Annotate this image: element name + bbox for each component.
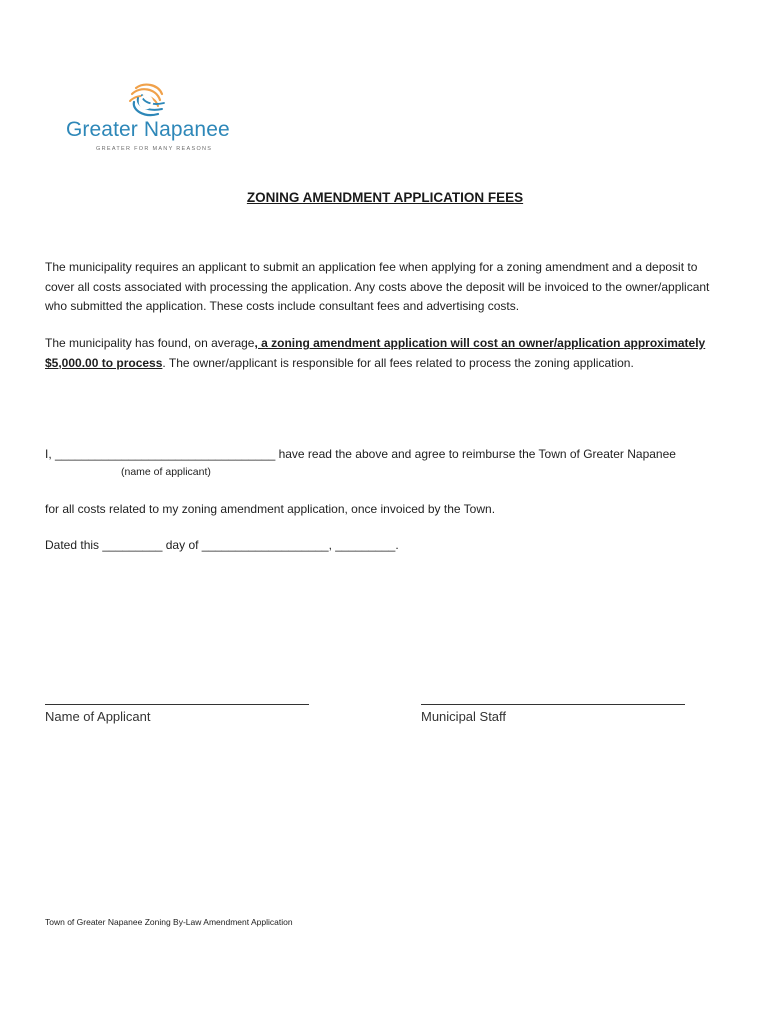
average-cost-outro: . The owner/applicant is responsible for all fees related to process the zoning application. bbox=[162, 355, 634, 370]
average-cost-paragraph bbox=[45, 334, 725, 373]
globe-swirl-icon bbox=[122, 82, 170, 122]
staff-signature-label: Municipal Staff bbox=[421, 709, 507, 724]
agreement-line: I, _________________________________ have read the above and agree to reimburse the Town of Greater Napanee bbox=[45, 447, 676, 461]
greater-napanee-logo bbox=[66, 82, 236, 158]
name-of-applicant-hint: (name of applicant) bbox=[121, 466, 211, 478]
dated-line: Dated this _________ day of ___________________, _________. bbox=[45, 538, 399, 552]
staff-signature-line bbox=[421, 704, 685, 705]
logo-tagline: GREATER FOR MANY REASONS bbox=[96, 146, 213, 152]
document-title: ZONING AMENDMENT APPLICATION FEES bbox=[246, 190, 524, 205]
average-cost-emphasis: , a zoning amendment application will cost an owner/application approximately $5,000.00 to process bbox=[45, 336, 706, 370]
fee-requirement-paragraph: The municipality requires an applicant to submit an application fee when applying for a zoning amendment and a deposit to cover all costs associated with processing the application. Any costs above the deposit will be invoiced to the owner/applicant who submitted the application. These costs include consultant fees and advertising costs. bbox=[45, 260, 710, 313]
page-footer: Town of Greater Napanee Zoning By-Law Amendment Application bbox=[45, 917, 293, 927]
costs-line: for all costs related to my zoning amendment application, once invoiced by the Town. bbox=[45, 502, 496, 516]
logo-name: Greater Napanee bbox=[66, 118, 230, 141]
applicant-signature-line bbox=[45, 704, 309, 705]
average-cost-intro: The municipality has found, on average bbox=[45, 336, 255, 350]
applicant-signature-label: Name of Applicant bbox=[45, 709, 151, 724]
